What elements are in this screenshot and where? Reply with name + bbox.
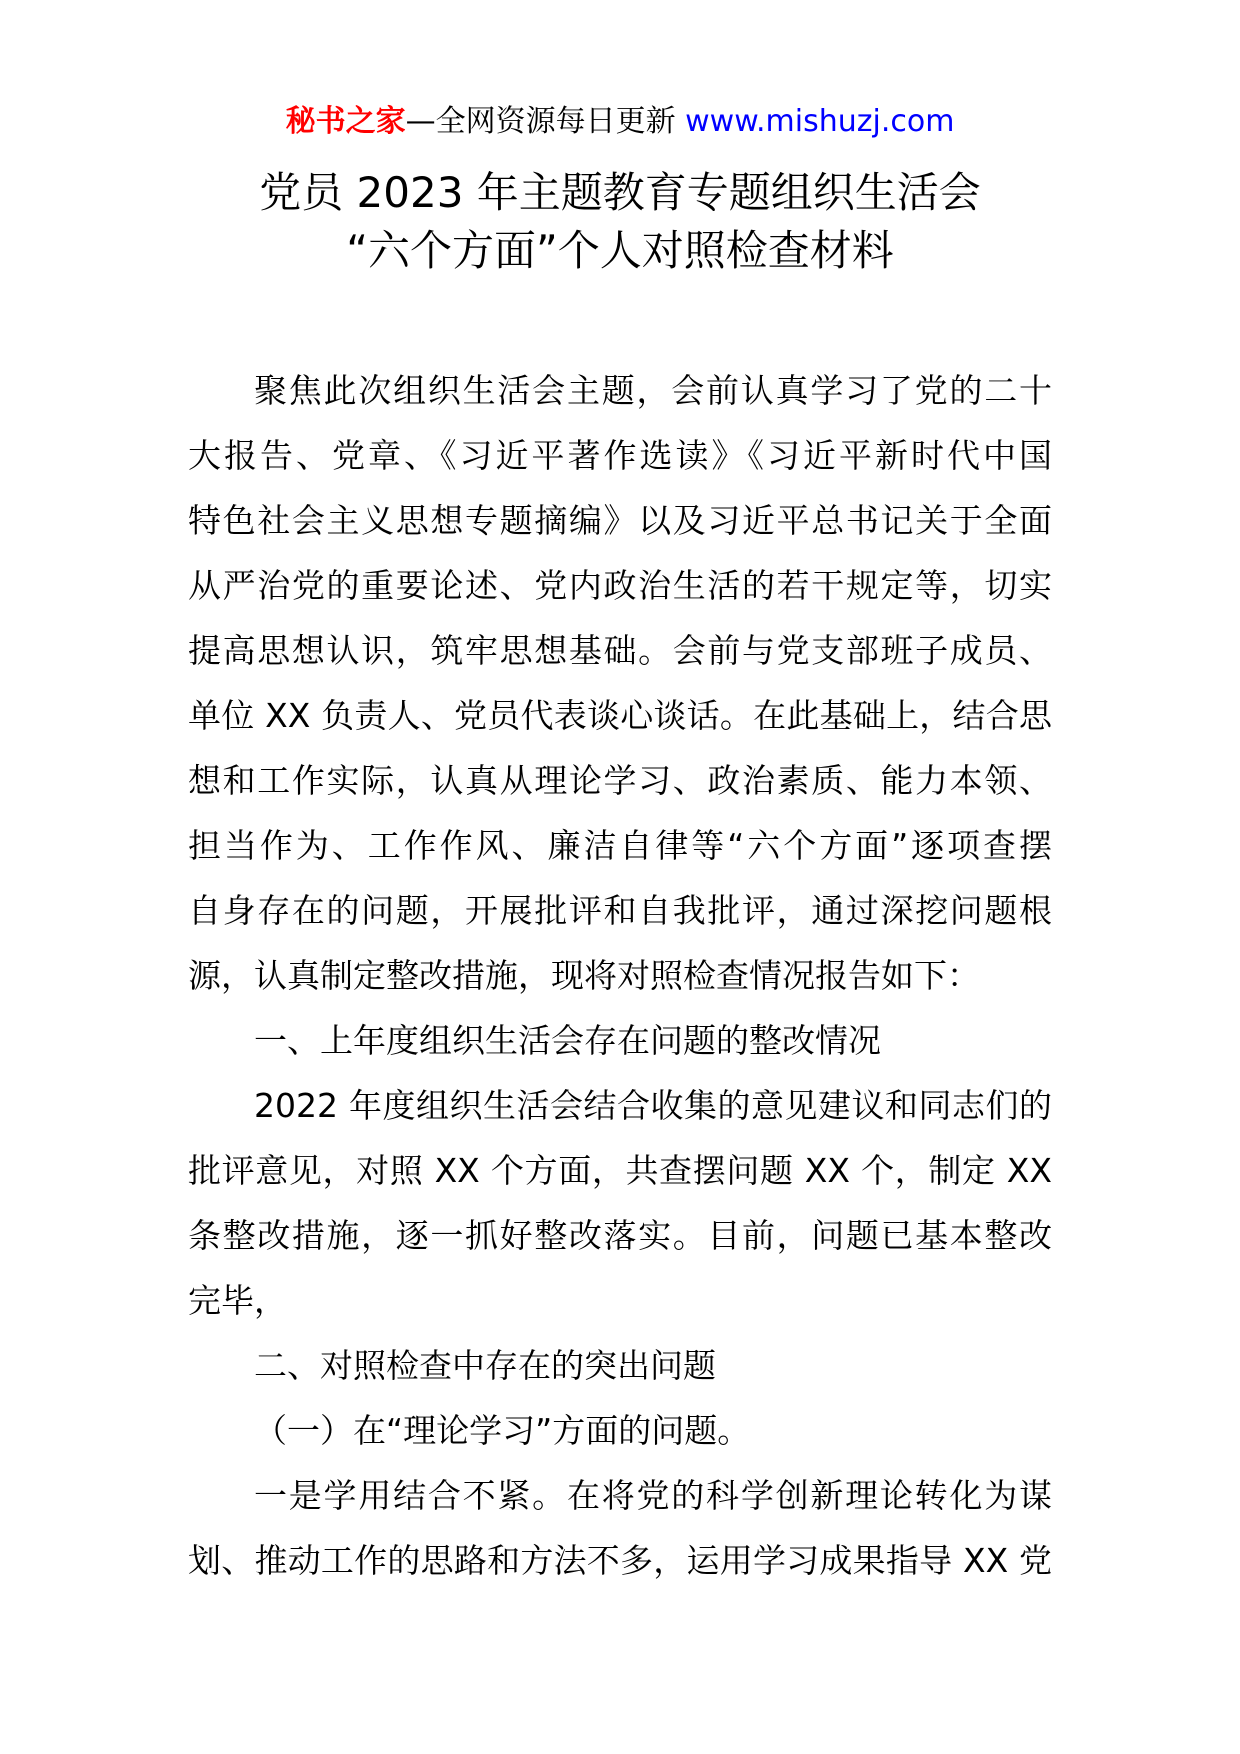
site-header [0,100,1240,144]
body-line: 自身存在的问题，开展批评和自我批评，通过深挖问题根 [188,891,1052,930]
site-tagline: —全网资源每日更新 [405,104,676,139]
document-title [0,164,1240,280]
body-line: 条整改措施，逐一抓好整改落实。目前，问题已基本整改 [188,1216,1052,1255]
title-line-2: “六个方面”个人对照检查材料 [346,226,894,275]
section-heading-1: 一、上年度组织生活会存在问题的整改情况 [254,1021,881,1060]
title-line-1: 党员 2023 年主题教育专题组织生活会 [259,168,981,217]
body-line: 一是学用结合不紧。在将党的科学创新理论转化为谋 [254,1476,1052,1515]
body-line: 2022 年度组织生活会结合收集的意见建议和同志们的 [254,1086,1052,1125]
body-line: 单位 XX 负责人、党员代表谈心谈话。在此基础上，结合思 [188,696,1052,735]
body-line: 完毕， [188,1281,287,1320]
section-heading-2: 二、对照检查中存在的突出问题 [254,1346,716,1385]
body-line: 从严治党的重要论述、党内政治生活的若干规定等，切实 [188,566,1052,605]
body-line: 提高思想认识，筑牢思想基础。会前与党支部班子成员、 [188,631,1052,670]
body-line: 担当作为、工作作风、廉洁自律等“六个方面”逐项查摆 [188,826,1052,865]
body-line: 划、推动工作的思路和方法不多，运用学习成果指导 XX 党 [188,1541,1052,1580]
body-line: 聚焦此次组织生活会主题，会前认真学习了党的二十 [254,371,1052,410]
body-line: 大报告、党章、《习近平著作选读》《习近平新时代中国 [188,436,1052,475]
document-body [188,358,1052,1593]
body-line: 源，认真制定整改措施，现将对照检查情况报告如下： [188,956,980,995]
subsection-heading-1: （一）在“理论学习”方面的问题。 [254,1411,751,1450]
site-url-link[interactable]: www.mishuzj.com [685,104,955,139]
body-line: 特色社会主义思想专题摘编》以及习近平总书记关于全面 [188,501,1052,540]
site-brand: 秘书之家 [285,104,406,139]
body-line: 批评意见，对照 XX 个方面，共查摆问题 XX 个，制定 XX [188,1151,1052,1190]
body-line: 想和工作实际，认真从理论学习、政治素质、能力本领、 [188,761,1052,800]
